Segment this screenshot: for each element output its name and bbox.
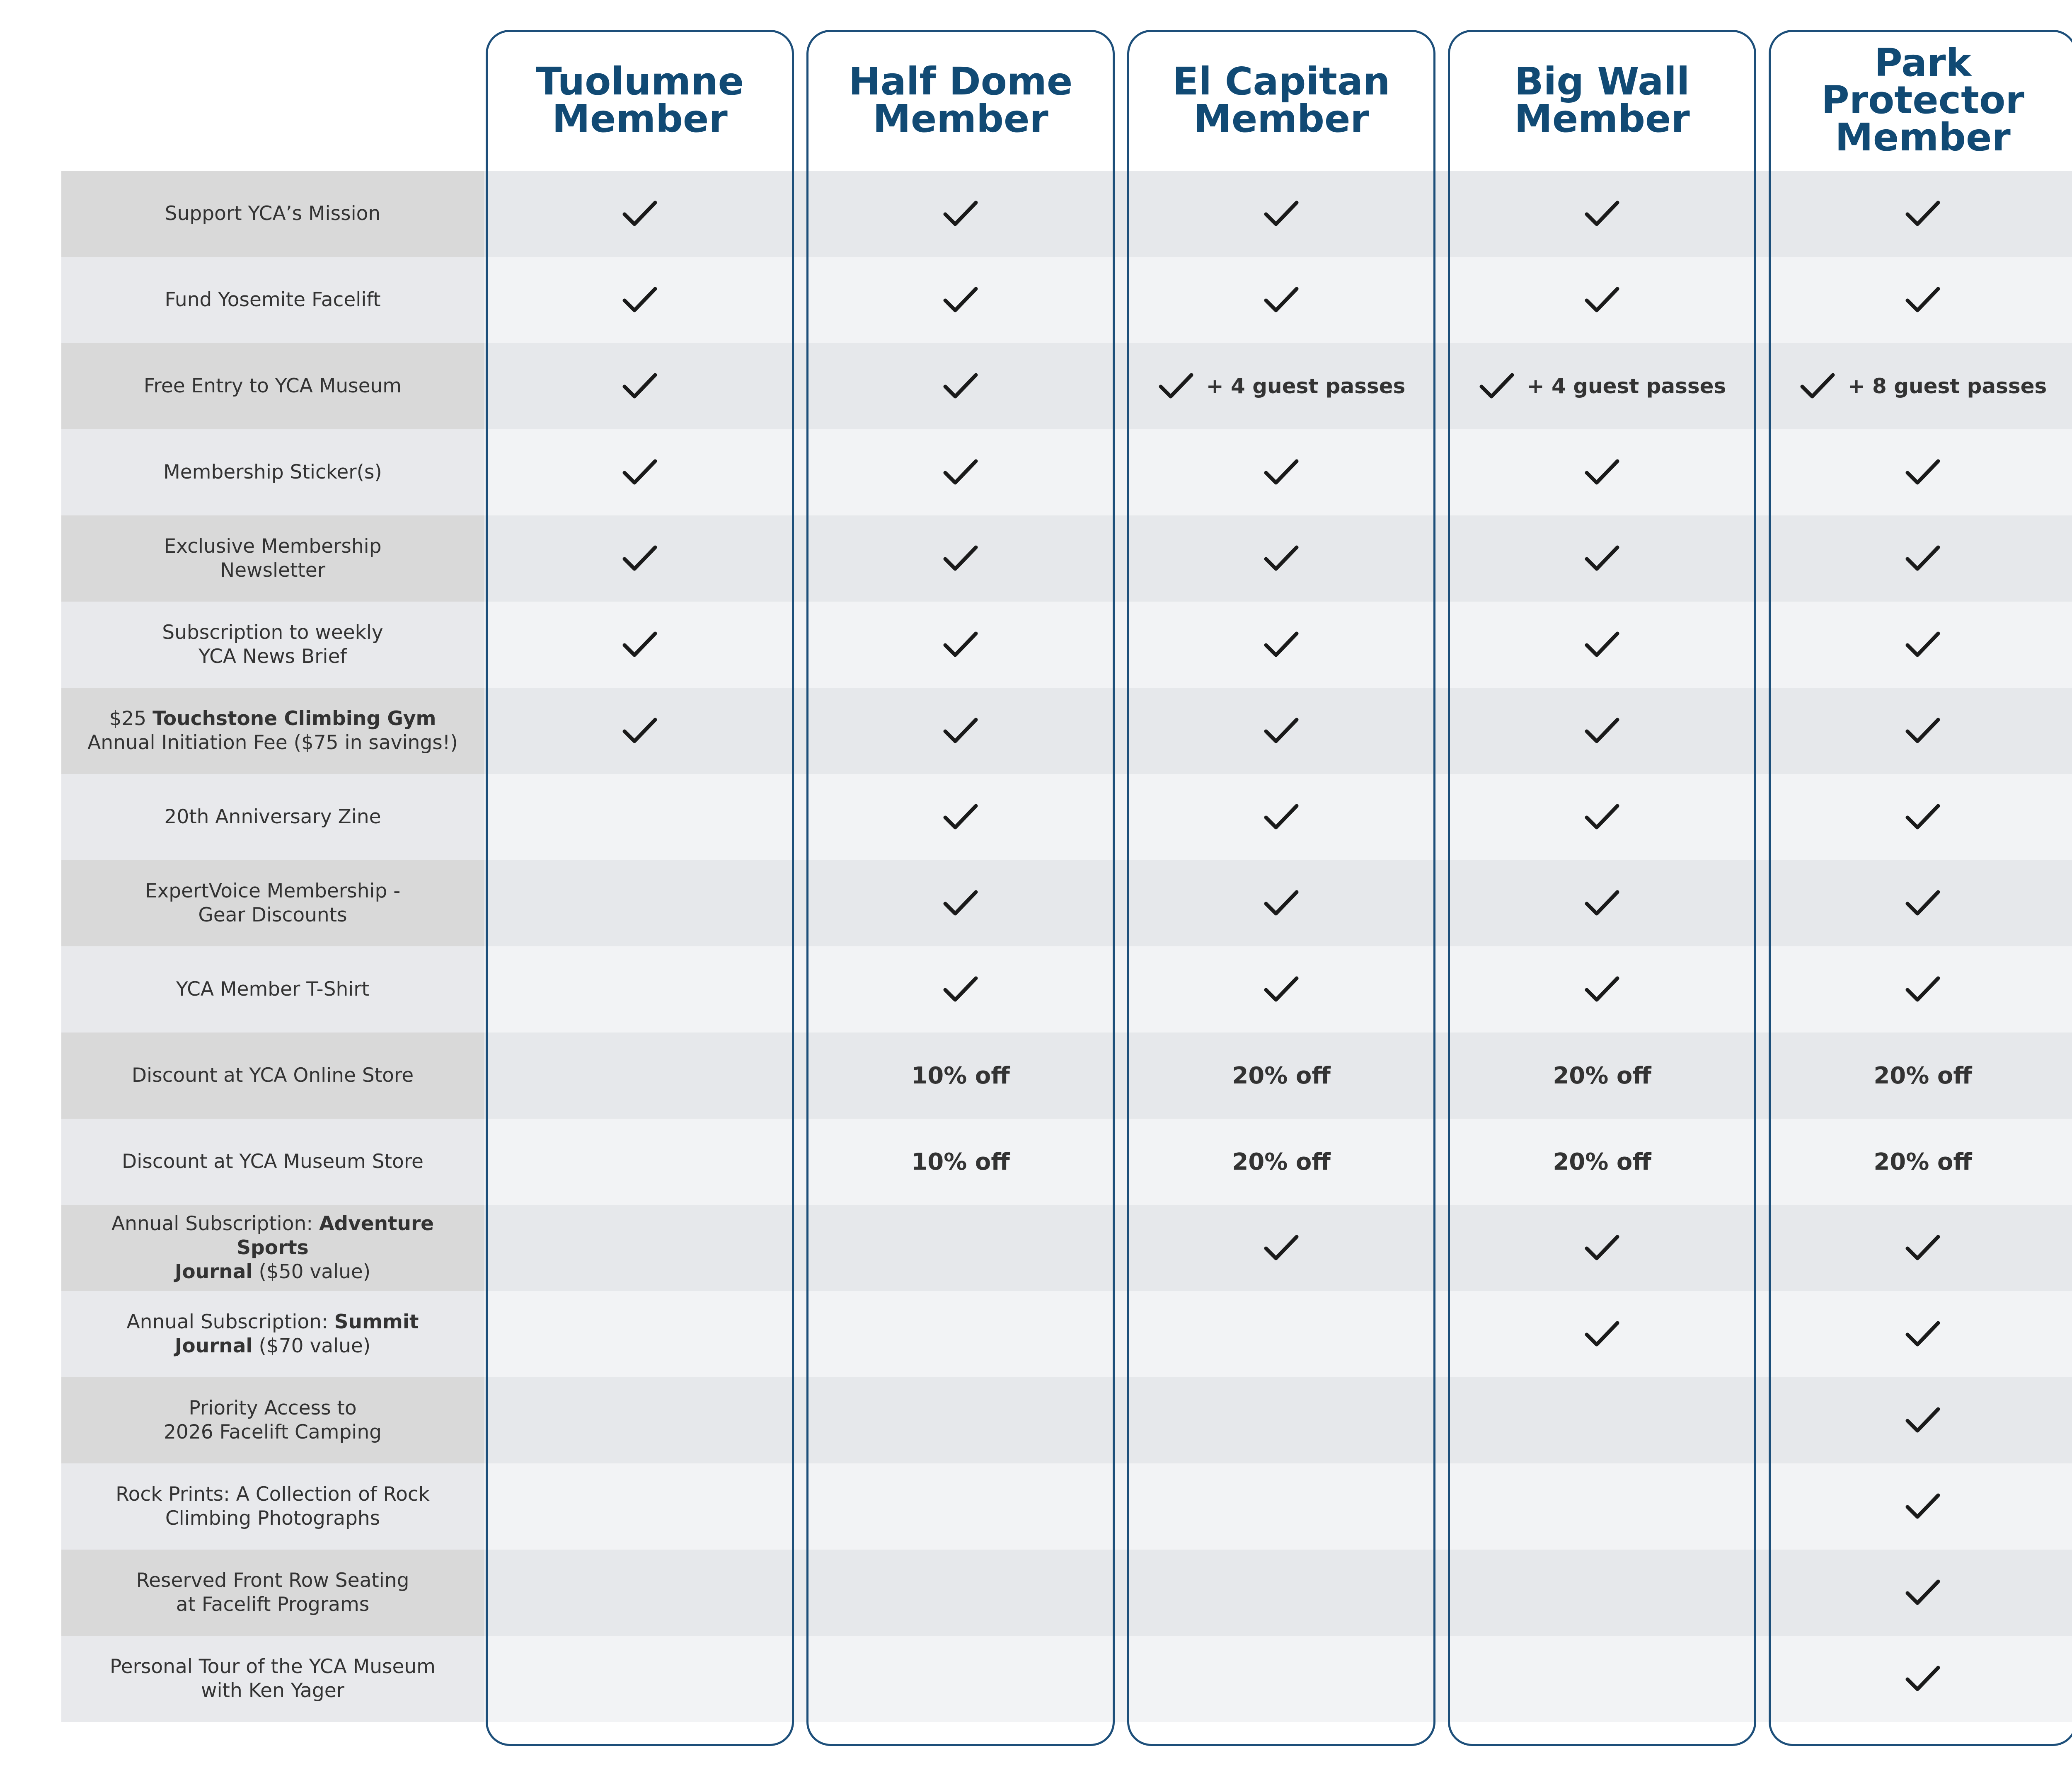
feature-text: Free Entry to YCA Museum <box>143 375 402 397</box>
feature-text: Fund Yosemite Facelift <box>165 288 381 311</box>
feature-label <box>61 1463 484 1550</box>
guest-passes-text: + 4 guest passes <box>1527 374 1726 398</box>
feature-text: ExpertVoice Membership - Gear Discounts <box>145 880 401 926</box>
feature-label <box>61 602 484 688</box>
tier-header: Half Dome Member <box>848 59 1073 141</box>
discount-text: 20% off <box>1232 1148 1331 1175</box>
feature-label <box>61 774 484 860</box>
tier-column-frame <box>486 30 794 1746</box>
feature-label <box>61 1550 484 1636</box>
feature-label <box>61 1377 484 1463</box>
feature-text: Discount at YCA Online Store <box>131 1064 414 1087</box>
tier-column-frame <box>806 30 1115 1746</box>
feature-label <box>61 257 484 343</box>
feature-label <box>61 515 484 602</box>
feature-text-part: ($50 value) <box>252 1260 371 1283</box>
discount-text: 20% off <box>1553 1062 1651 1089</box>
feature-label <box>61 1291 484 1377</box>
feature-text <box>127 1310 419 1358</box>
feature-text: Discount at YCA Museum Store <box>122 1150 424 1173</box>
feature-label <box>61 688 484 774</box>
discount-text: 20% off <box>1874 1148 1972 1175</box>
feature-text: Priority Access to 2026 Facelift Camping <box>164 1397 382 1444</box>
discount-text: 10% off <box>911 1148 1010 1175</box>
guest-passes-text: + 8 guest passes <box>1847 374 2047 398</box>
feature-text-bold: Summit Journal <box>174 1311 419 1357</box>
feature-text-part: Annual Subscription: <box>111 1212 320 1235</box>
feature-text: YCA Member T-Shirt <box>176 978 370 1001</box>
feature-label <box>61 171 484 257</box>
feature-label <box>61 860 484 946</box>
feature-label <box>61 1636 484 1722</box>
feature-text-part: $25 <box>109 707 153 730</box>
feature-text-part: ($70 value) <box>252 1335 371 1357</box>
feature-label <box>61 1033 484 1119</box>
tier-header: El Capitan Member <box>1172 59 1390 141</box>
feature-text <box>78 1212 467 1284</box>
tier-column-frame <box>1448 30 1756 1746</box>
feature-text: Personal Tour of the YCA Museum with Ken Yager <box>110 1655 436 1702</box>
feature-text-bold: Touchstone Climbing Gym <box>152 707 436 730</box>
discount-text: 20% off <box>1232 1062 1331 1089</box>
feature-text-part: Annual Subscription: <box>126 1311 334 1333</box>
feature-text-part: Annual Initiation Fee ($75 in savings!) <box>87 731 458 754</box>
feature-text: Support YCA’s Mission <box>165 202 381 225</box>
tier-header: Tuolumne Member <box>535 59 744 141</box>
discount-text: 20% off <box>1553 1148 1651 1175</box>
discount-text: 10% off <box>911 1062 1010 1089</box>
feature-text-bold: Adventure Sports Journal <box>174 1212 434 1283</box>
feature-text: Membership Sticker(s) <box>163 461 382 484</box>
tier-header: Park Protector Member <box>1821 41 2024 160</box>
feature-text: Subscription to weekly YCA News Brief <box>162 621 383 668</box>
feature-text <box>87 707 458 755</box>
feature-text: Exclusive Membership Newsletter <box>164 535 382 582</box>
tier-column-frame <box>1769 30 2072 1746</box>
feature-text: 20th Anniversary Zine <box>164 805 381 828</box>
feature-label <box>61 946 484 1033</box>
guest-passes-text: + 4 guest passes <box>1206 374 1406 398</box>
feature-label <box>61 1205 484 1291</box>
feature-text: Rock Prints: A Collection of Rock Climbing Photographs <box>116 1483 430 1530</box>
feature-label <box>61 1119 484 1205</box>
tier-column-frame <box>1127 30 1435 1746</box>
feature-label <box>61 429 484 515</box>
feature-text: Reserved Front Row Seating at Facelift Programs <box>136 1569 409 1616</box>
tier-header: Big Wall Member <box>1514 59 1690 141</box>
feature-label <box>61 343 484 429</box>
discount-text: 20% off <box>1874 1062 1972 1089</box>
